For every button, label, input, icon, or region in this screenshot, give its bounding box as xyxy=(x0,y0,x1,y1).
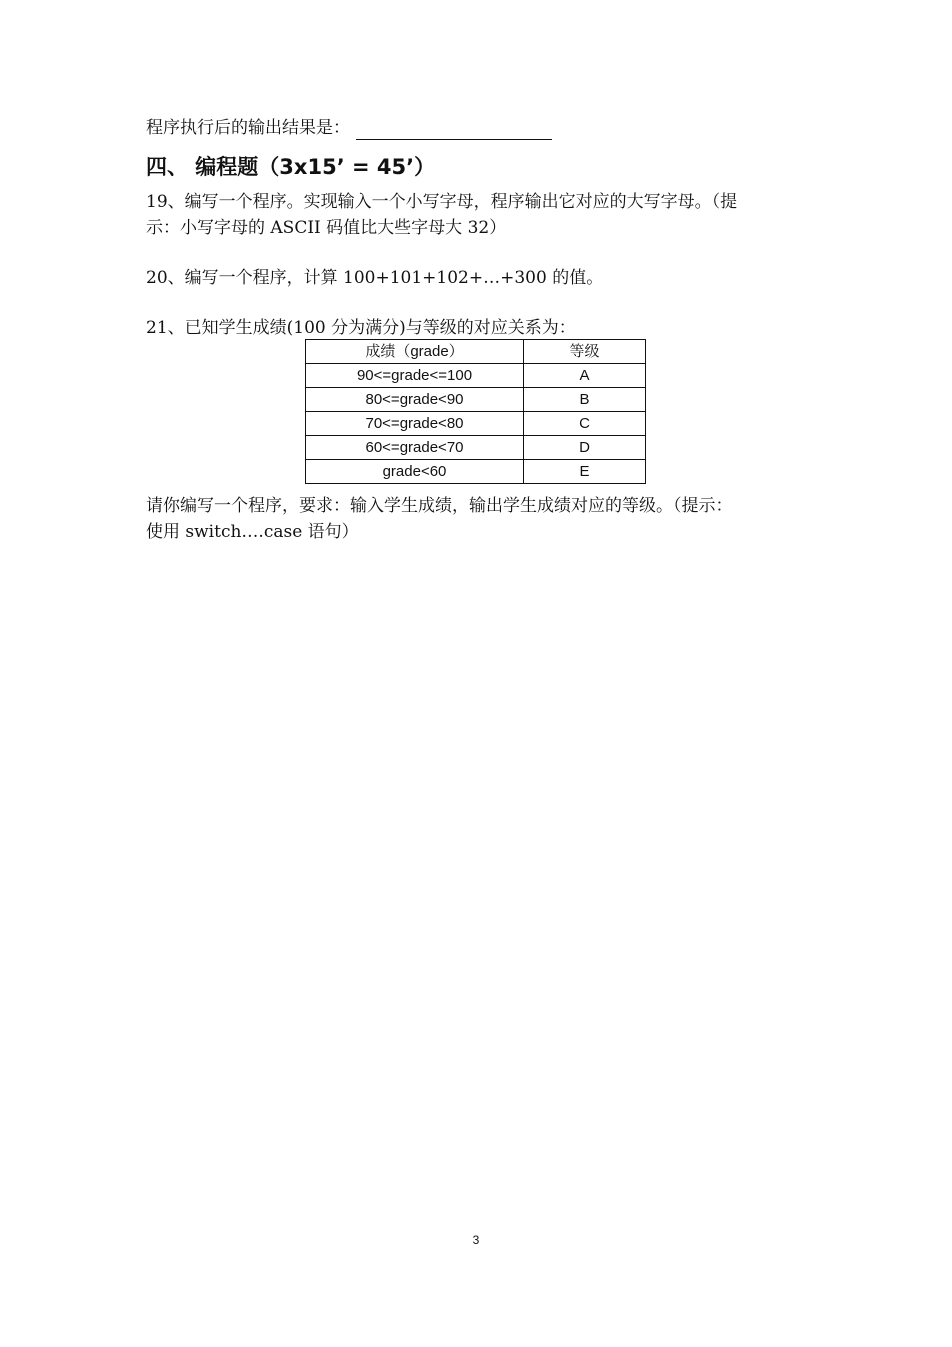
question-21-line-2: 使用 switch….case 语句） xyxy=(146,522,359,542)
table-row xyxy=(306,436,646,460)
table-cell-grade: A xyxy=(524,364,646,388)
question-21-intro: 21、已知学生成绩(100 分为满分)与等级的对应关系为： xyxy=(146,318,576,338)
question-19-line-1: 19、编写一个程序。实现输入一个小写字母，程序输出它对应的大写字母。（提 xyxy=(146,192,738,212)
table-cell-grade: D xyxy=(524,436,646,460)
table-header-row xyxy=(306,340,646,364)
table-cell-range: 90<=grade<=100 xyxy=(306,364,524,388)
table-row xyxy=(306,388,646,412)
table-cell-range: 60<=grade<70 xyxy=(306,436,524,460)
question-20: 20、编写一个程序，计算 100+101+102+…+300 的值。 xyxy=(146,268,604,288)
table-row xyxy=(306,364,646,388)
question-19-line-2: 示：小写字母的 ASCII 码值比大些字母大 32） xyxy=(146,218,507,238)
grade-table xyxy=(305,339,646,484)
question-21-line-1: 请你编写一个程序，要求：输入学生成绩，输出学生成绩对应的等级。（提示： xyxy=(146,496,733,516)
page-number: 3 xyxy=(472,1233,480,1247)
table-row xyxy=(306,412,646,436)
table-cell-grade: C xyxy=(524,412,646,436)
answer-blank xyxy=(356,121,552,140)
table-row xyxy=(306,460,646,484)
table-cell-range: grade<60 xyxy=(306,460,524,484)
table-header-score: 成绩（grade） xyxy=(306,340,524,364)
table-cell-grade: E xyxy=(524,460,646,484)
answer-prompt: 程序执行后的输出结果是： xyxy=(146,118,350,138)
table-cell-grade: B xyxy=(524,388,646,412)
table-cell-range: 70<=grade<80 xyxy=(306,412,524,436)
table-header-level: 等级 xyxy=(524,340,646,364)
section-heading: 四、 编程题（3x15’ = 45’） xyxy=(146,155,436,179)
answer-line xyxy=(146,116,552,140)
table-cell-range: 80<=grade<90 xyxy=(306,388,524,412)
